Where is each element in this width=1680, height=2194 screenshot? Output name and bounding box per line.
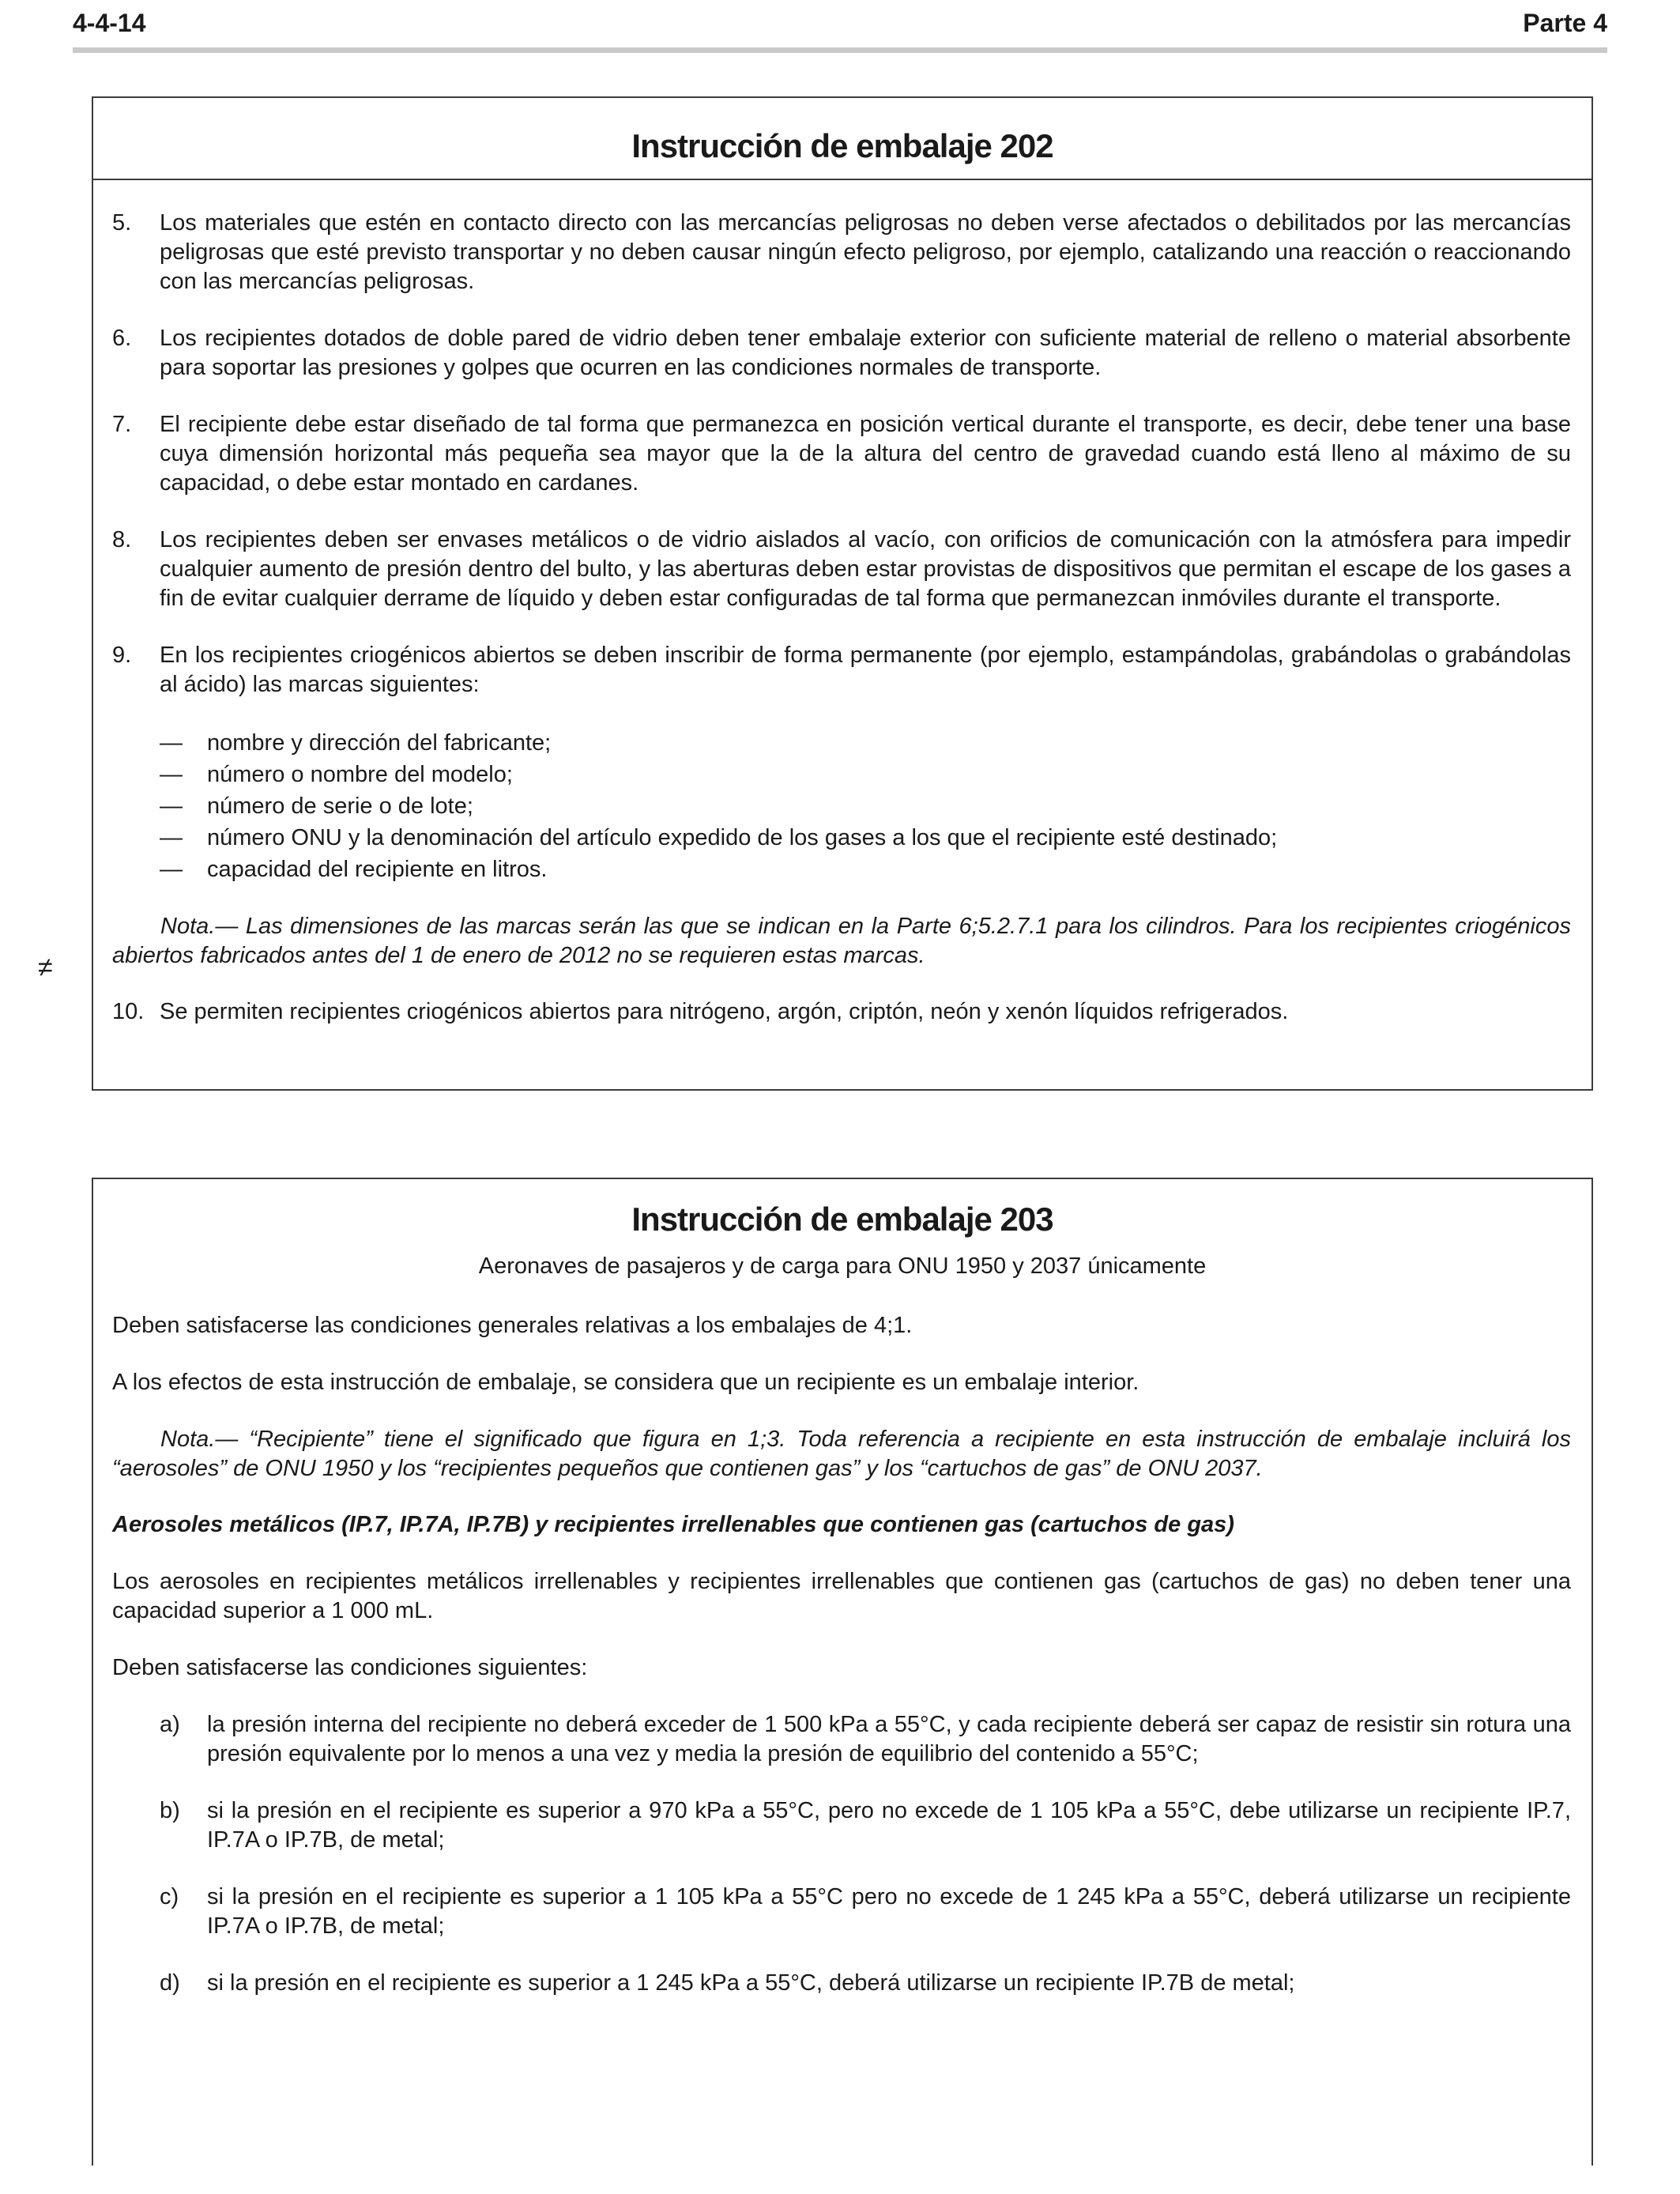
- item-number: 6.: [112, 326, 132, 351]
- marks-list-item: [160, 790, 1571, 822]
- paragraph: Deben satisfacerse las condiciones generales relativas a los embalajes de 4;1.: [112, 1313, 913, 1338]
- mark-text: número o nombre del modelo;: [207, 762, 513, 787]
- mark-text: número ONU y la denominación del artículo expedido de los gases a los que el recipiente esté destinado;: [207, 825, 1278, 850]
- condition-letter: d): [160, 1970, 180, 1996]
- running-header: [73, 5, 1607, 41]
- packing-instruction-202: [92, 96, 1593, 1091]
- condition-text: si la presión en el recipiente es superior a 970 kPa a 55°C, pero no excede de 1 105 kPa a 55°C, debe utilizarse un recipiente IP.7, IP.7A o IP.7B, de metal;: [207, 1798, 1571, 1853]
- revision-mark: ≠: [38, 952, 53, 982]
- item-number: 5.: [112, 210, 132, 236]
- page-number: 4-4-14: [73, 8, 146, 37]
- condition-item: [160, 1710, 1571, 1769]
- list-item: [112, 526, 1571, 613]
- item-text: El recipiente debe estar diseñado de tal forma que permanezca en posición vertical durante el transporte, es decir, debe tener una base cuya dimensión horizontal más pequeña sea mayor que la de la altura del centro de gravedad cuando está lleno al máximo de su capacidad, o debe estar montado en cardanes.: [160, 412, 1571, 496]
- item-text: Se permiten recipientes criogénicos abiertos para nitrógeno, argón, criptón, neón y xenón líquidos refrigerados.: [160, 999, 1289, 1024]
- condition-letter: b): [160, 1798, 180, 1823]
- condition-item: [160, 1796, 1571, 1855]
- item-number: 10.: [112, 999, 145, 1024]
- list-item: [112, 324, 1571, 383]
- note-lead: Nota.—: [160, 1427, 239, 1452]
- condition-text: si la presión en el recipiente es superior a 1 105 kPa a 55°C pero no excede de 1 245 kPa a 55°C, deberá utilizarse un recipiente IP.7A o IP.7B, de metal;: [207, 1884, 1571, 1939]
- condition-item: [160, 1883, 1571, 1941]
- dash-bullet: —: [160, 794, 183, 819]
- marks-list: [112, 727, 1571, 885]
- item-number: 8.: [112, 527, 132, 552]
- list-item: [112, 997, 1571, 1027]
- dash-bullet: —: [160, 857, 183, 882]
- item-text: Los materiales que estén en contacto directo con las mercancías peligrosas no deben verse afectados o debilitados por las mercancías peligrosas que esté previsto transportar y no deben causar ningún efecto peligroso, por ejemplo, catalizando una reacción o reaccionando con las mercancías peligrosas.: [160, 210, 1571, 294]
- dash-bullet: —: [160, 825, 183, 850]
- paragraph: Los aerosoles en recipientes metálicos irrellenables y recipientes irrellenables que contienen gas (cartuchos de gas) no deben tener una capacidad superior a 1 000 mL.: [112, 1569, 1571, 1623]
- box-title-202: Instrucción de embalaje 202: [93, 98, 1591, 180]
- item-number: 9.: [112, 643, 132, 668]
- condition-letter: a): [160, 1712, 180, 1737]
- list-item: [112, 410, 1571, 498]
- dash-bullet: —: [160, 730, 183, 756]
- box-202-content: [93, 180, 1591, 1027]
- box-subtitle: Aeronaves de pasajeros y de carga para ONU 1950 y 2037 únicamente: [478, 1253, 1207, 1279]
- note-lead: Nota.—: [160, 914, 239, 939]
- section-heading: Aerosoles metálicos (IP.7, IP.7A, IP.7B) y recipientes irrellenables que contienen gas (cartuchos de gas): [112, 1512, 1234, 1537]
- note-text: “Recipiente” tiene el significado que figura en 1;3. Toda referencia a recipiente en esta instrucción de embalaje incluirá los “aerosoles” de ONU 1950 y los “recipientes pequeños que contienen gas” y los “cartuchos de gas” de ONU 2037.: [112, 1427, 1571, 1481]
- dash-bullet: —: [160, 762, 183, 787]
- marks-list-item: [160, 822, 1571, 854]
- box-203-content: [93, 1311, 1591, 1998]
- paragraph: Deben satisfacerse las condiciones siguientes:: [112, 1655, 588, 1680]
- note-text: Las dimensiones de las marcas serán las que se indican en la Parte 6;5.2.7.1 para los cilindros. Para los recipientes criogénicos abiertos fabricados antes del 1 de enero de 2012 no se requieren estas marcas.: [112, 914, 1571, 968]
- mark-text: número de serie o de lote;: [207, 794, 473, 819]
- item-number: 7.: [112, 412, 132, 437]
- condition-text: si la presión en el recipiente es superior a 1 245 kPa a 55°C, deberá utilizarse un recipiente IP.7B de metal;: [207, 1970, 1295, 1996]
- note-paragraph: [112, 912, 1571, 971]
- marks-list-item: [160, 854, 1571, 885]
- header-rule: [73, 47, 1607, 53]
- marks-list-item: [160, 727, 1571, 759]
- list-item: [112, 209, 1571, 296]
- item-text: Los recipientes dotados de doble pared de vidrio deben tener embalaje exterior con suficiente material de relleno o material absorbente para soportar las presiones y golpes que ocurren en las condiciones normales de transporte.: [160, 326, 1571, 380]
- note-paragraph: [112, 1425, 1571, 1483]
- mark-text: capacidad del recipiente en litros.: [207, 857, 548, 882]
- condition-item: [160, 1969, 1571, 1998]
- list-item: [112, 641, 1571, 699]
- paragraph: A los efectos de esta instrucción de embalaje, se considera que un recipiente es un embalaje interior.: [112, 1370, 1139, 1395]
- item-text: Los recipientes deben ser envases metálicos o de vidrio aislados al vacío, con orificios de comunicación con la atmósfera para impedir cualquier aumento de presión dentro del bulto, y las aberturas deben estar provistas de dispositivos que permitan el escape de los gases a fin de evitar cualquier derrame de líquido y deben estar configuradas de tal forma que permanezcan inmóviles durante el transporte.: [160, 527, 1571, 611]
- part-label: Parte 4: [1523, 8, 1607, 37]
- item-text: En los recipientes criogénicos abiertos se deben inscribir de forma permanente (por ejemplo, estampándolas, grabándolas o grabándolas al ácido) las marcas siguientes:: [160, 643, 1571, 697]
- box-title-203: Instrucción de embalaje 203: [631, 1201, 1053, 1238]
- packing-instruction-203: [92, 1178, 1593, 2166]
- marks-list-item: [160, 759, 1571, 790]
- condition-text: la presión interna del recipiente no deberá exceder de 1 500 kPa a 55°C, y cada recipiente deberá ser capaz de resistir sin rotura una presión equivalente por lo menos a una vez y media la presión de equilibrio del contenido a 55°C;: [207, 1712, 1571, 1766]
- mark-text: nombre y dirección del fabricante;: [207, 730, 552, 756]
- condition-letter: c): [160, 1884, 179, 1909]
